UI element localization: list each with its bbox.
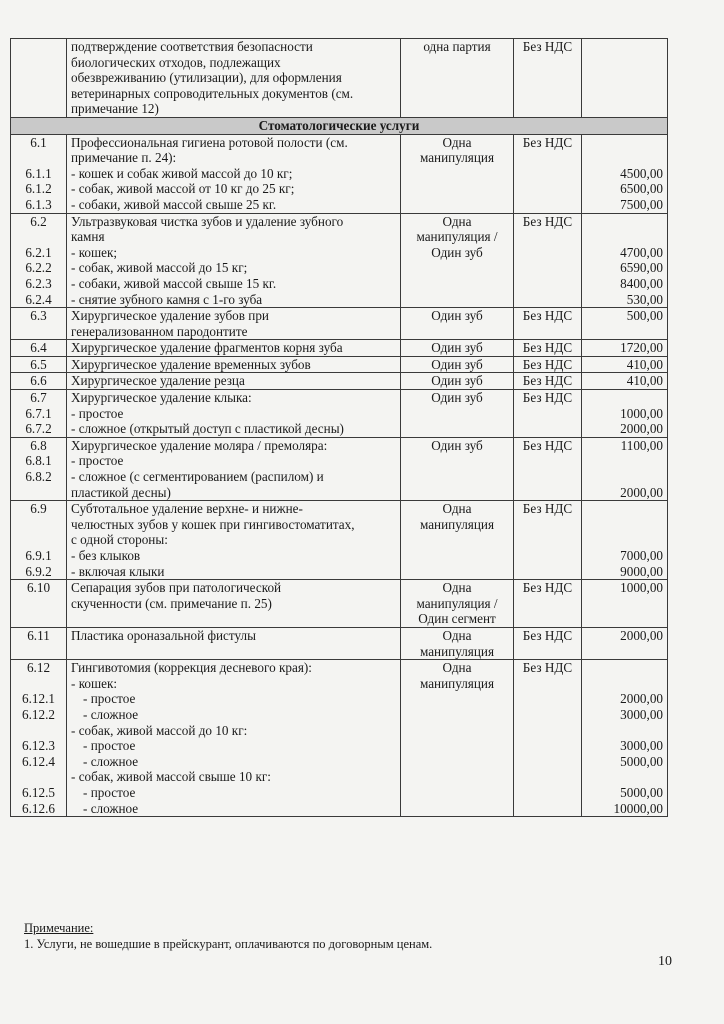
row-number — [15, 150, 62, 166]
description-line: - собаки, живой массой свыше 25 кг. — [71, 196, 277, 212]
row-vat-cell: Без НДС — [514, 580, 582, 628]
description-line: Субтотальное удаление верхне- и нижне- — [71, 501, 303, 517]
row-description-cell — [67, 390, 401, 438]
row-number — [15, 769, 62, 785]
price-value: 7000,00 — [620, 548, 663, 563]
table-row — [11, 308, 668, 340]
price-value — [586, 453, 663, 469]
row-price-cell — [582, 580, 668, 628]
row-number — [15, 723, 62, 739]
description-line: - сложное — [83, 800, 139, 816]
unit-line: Один зуб — [431, 390, 483, 406]
row-description-cell — [67, 134, 401, 213]
description-line: - снятие зубного камня с 1-го зуба — [71, 291, 263, 307]
row-number: 6.9 — [30, 501, 47, 517]
row-price-cell — [582, 373, 668, 390]
row-number-cell — [11, 134, 67, 213]
price-value: 6500,00 — [620, 181, 663, 197]
row-unit-cell — [401, 213, 514, 308]
description-line: - без клыков — [71, 548, 141, 563]
price-value: 4700,00 — [620, 244, 663, 260]
unit-line: Одна — [442, 213, 472, 229]
price-value: 2000,00 — [620, 421, 663, 437]
row-price-cell — [582, 356, 668, 373]
price-value: 8400,00 — [620, 275, 663, 291]
price-value — [586, 150, 663, 166]
unit-line: Одна — [442, 134, 472, 150]
table-row — [11, 340, 668, 357]
price-value: 2000,00 — [620, 627, 663, 643]
notes-title: Примечание: — [24, 921, 94, 935]
row-description-cell — [67, 501, 401, 580]
price-value — [586, 229, 663, 245]
description-line: ветеринарных сопроводительных документов (см. — [71, 85, 354, 101]
price-value: 2000,00 — [620, 484, 663, 500]
description-line: Пластика ороназальной фистулы — [71, 627, 256, 643]
description-line: Хирургическое удаление моляра / премоляра: — [71, 437, 328, 453]
price-value: 9000,00 — [620, 563, 663, 579]
row-number: 6.1.2 — [25, 181, 52, 197]
row-vat-cell: Без НДС — [514, 134, 582, 213]
row-number: 6.1.1 — [25, 165, 52, 181]
row-description-cell — [67, 437, 401, 500]
row-price-cell — [582, 660, 668, 817]
price-value: 5000,00 — [620, 753, 663, 769]
row-unit-cell — [401, 373, 514, 390]
row-description-cell — [67, 373, 401, 390]
description-line: - сложное — [83, 706, 139, 722]
row-vat-cell: Без НДС — [514, 437, 582, 500]
description-line: - кошек: — [71, 675, 118, 691]
description-line: - собак, живой массой свыше 10 кг: — [71, 769, 271, 785]
row-price-cell — [582, 213, 668, 308]
row-description-cell — [67, 580, 401, 628]
description-line: - сложное — [83, 753, 139, 769]
row-number: 6.2 — [30, 213, 47, 229]
price-value — [586, 532, 663, 548]
row-number-cell — [11, 340, 67, 357]
description-line: примечание п. 24): — [71, 150, 177, 166]
row-number: 6.12.1 — [22, 691, 55, 707]
description-line: Профессиональная гигиена ротовой полости (см. — [71, 134, 348, 150]
row-vat-cell: Без НДС — [514, 501, 582, 580]
row-price-cell — [582, 627, 668, 659]
row-unit-cell — [401, 627, 514, 659]
row-number: 6.1 — [30, 134, 47, 150]
row-number-cell — [11, 373, 67, 390]
row-number: 6.4 — [30, 340, 47, 356]
row-description-cell — [67, 660, 401, 817]
row-unit-cell — [401, 308, 514, 340]
table-row — [11, 580, 668, 628]
unit-line: манипуляция / — [416, 229, 498, 245]
description-line: челюстных зубов у кошек при гингивостоматитах, — [71, 516, 355, 532]
row-number: 6.2.1 — [25, 244, 52, 260]
row-unit-cell — [401, 134, 514, 213]
row-number: 6.11 — [27, 627, 50, 643]
description-line: обезвреживанию (утилизации), для оформления — [71, 70, 342, 86]
row-unit-cell — [401, 390, 514, 438]
description-line: генерализованном пародонтите — [71, 323, 248, 339]
row-number — [15, 324, 62, 340]
row-price-cell — [582, 134, 668, 213]
row-unit-cell — [401, 501, 514, 580]
price-value — [586, 469, 663, 485]
description-line: Сепарация зубов при патологической — [71, 580, 282, 596]
row-description-cell — [67, 356, 401, 373]
row-number-cell — [11, 627, 67, 659]
row-number: 6.9.2 — [25, 563, 52, 579]
row-description-cell — [67, 308, 401, 340]
row-number-cell — [11, 390, 67, 438]
row-number — [15, 485, 62, 501]
table-row — [11, 390, 668, 438]
table-row-continuation — [11, 39, 668, 118]
price-value: 3000,00 — [620, 706, 663, 722]
description-line: пластикой десны) — [71, 484, 171, 500]
row-price-cell — [582, 437, 668, 500]
unit-line: манипуляция — [419, 516, 495, 532]
description-line: - сложное (открытый доступ с пластикой десны) — [71, 421, 344, 437]
row-number-cell — [11, 39, 67, 118]
row-number: 6.8 — [30, 437, 47, 453]
description-line: скученности (см. примечание п. 25) — [71, 595, 272, 611]
description-line: камня — [71, 229, 105, 245]
price-value: 2000,00 — [620, 691, 663, 707]
row-vat-cell: Без НДС — [514, 340, 582, 357]
description-line: примечание 12) — [71, 101, 159, 117]
price-value: 7500,00 — [620, 196, 663, 212]
row-number: 6.12.6 — [22, 800, 55, 816]
row-number: 6.3 — [30, 308, 47, 324]
description-line: подтверждение соответствия безопасности — [71, 39, 313, 54]
row-number: 6.7 — [30, 390, 47, 406]
unit-line: Один зуб — [431, 340, 483, 356]
row-vat-cell: Без НДС — [514, 308, 582, 340]
price-value: 410,00 — [626, 373, 663, 389]
description-line: - собаки, живой массой свыше 15 кг. — [71, 275, 277, 291]
row-number: 6.12.2 — [22, 706, 55, 722]
row-vat-cell: Без НДС — [514, 213, 582, 308]
price-value: 10000,00 — [613, 800, 663, 816]
row-number: 6.1.3 — [25, 196, 52, 212]
row-description-cell — [67, 340, 401, 357]
row-number: 6.7.1 — [25, 405, 52, 421]
price-table — [10, 38, 668, 817]
row-number: 6.6 — [30, 373, 47, 389]
row-number: 6.12.4 — [22, 753, 55, 769]
section-header-row — [11, 117, 668, 134]
description-line: - собак, живой массой до 10 кг: — [71, 722, 248, 738]
price-value: 410,00 — [626, 356, 663, 372]
price-value: 1000,00 — [620, 580, 663, 596]
row-number: 6.7.2 — [25, 421, 52, 437]
row-number: 6.10 — [26, 580, 51, 596]
table-row — [11, 660, 668, 817]
row-number-cell — [11, 308, 67, 340]
description-line: Хирургическое удаление клыка: — [71, 390, 252, 406]
description-line: Хирургическое удаление фрагментов корня зуба — [71, 340, 343, 356]
description-line: - простое — [83, 784, 136, 800]
row-unit-cell — [401, 39, 514, 118]
row-unit-cell — [401, 660, 514, 817]
note-item: 1. Услуги, не вошедшие в прейскурант, оплачиваются по договорным ценам. — [24, 937, 433, 951]
price-value: 1720,00 — [620, 340, 663, 356]
row-number-cell — [11, 501, 67, 580]
unit-line: манипуляция / — [416, 595, 498, 611]
row-number: 6.8.1 — [25, 453, 52, 469]
unit-line: Одна — [442, 580, 472, 596]
table-row — [11, 501, 668, 580]
row-unit-cell — [401, 356, 514, 373]
row-number: 6.8.2 — [25, 469, 52, 485]
row-number — [15, 517, 62, 533]
row-vat-cell: Без НДС — [514, 627, 582, 659]
price-value: 3000,00 — [620, 738, 663, 754]
row-vat-cell: Без НДС — [514, 373, 582, 390]
price-value — [586, 135, 663, 151]
row-number-cell — [11, 356, 67, 373]
row-number: 6.12 — [26, 660, 51, 676]
table-row — [11, 213, 668, 308]
row-price-cell — [582, 308, 668, 340]
description-line: - простое — [71, 453, 124, 469]
price-value — [586, 501, 663, 517]
row-unit-cell — [401, 340, 514, 357]
table-row — [11, 627, 668, 659]
unit-line: Одна — [442, 627, 472, 643]
unit-line: Один зуб — [431, 437, 483, 453]
description-line: с одной стороны: — [71, 532, 168, 548]
table-row — [11, 356, 668, 373]
row-number: 6.12.5 — [22, 784, 55, 800]
row-number: 6.2.3 — [25, 275, 52, 291]
price-value — [586, 723, 663, 739]
row-vat-cell: Без НДС — [514, 39, 582, 118]
row-vat-cell: Без НДС — [514, 356, 582, 373]
section-title: Стоматологические услуги — [11, 117, 668, 134]
row-number — [15, 229, 62, 245]
description-line: - собак, живой массой до 15 кг; — [71, 260, 248, 276]
price-value — [586, 769, 663, 785]
row-number: 6.2.2 — [25, 260, 52, 276]
price-value — [586, 676, 663, 692]
price-value — [586, 517, 663, 533]
price-value: 6590,00 — [620, 260, 663, 276]
unit-line: манипуляция — [419, 643, 495, 659]
price-value: 5000,00 — [620, 784, 663, 800]
unit-line: Один зуб — [431, 356, 483, 372]
row-vat-cell: Без НДС — [514, 660, 582, 817]
description-line: - включая клыки — [71, 563, 165, 579]
row-number — [15, 532, 62, 548]
table-row — [11, 373, 668, 390]
unit-line: Один зуб — [431, 244, 483, 260]
notes-block — [24, 920, 432, 952]
table-row — [11, 437, 668, 500]
price-value: 4500,00 — [620, 165, 663, 181]
unit-line: манипуляция — [419, 150, 495, 166]
price-value — [586, 214, 663, 230]
row-vat-cell: Без НДС — [514, 390, 582, 438]
row-number-cell — [11, 213, 67, 308]
unit-line: манипуляция — [419, 675, 495, 691]
row-description-cell — [67, 39, 401, 118]
row-number — [15, 596, 62, 612]
price-value: 530,00 — [626, 291, 663, 307]
page-number: 10 — [658, 954, 672, 969]
row-price-cell — [582, 501, 668, 580]
description-line: - простое — [83, 738, 136, 754]
row-number-cell — [11, 660, 67, 817]
description-line: Хирургическое удаление зубов при — [71, 308, 269, 324]
description-line: - простое — [83, 691, 136, 707]
row-price-cell — [582, 390, 668, 438]
row-number-cell — [11, 437, 67, 500]
row-number: 6.12.3 — [22, 738, 55, 754]
unit-line: Один сегмент — [418, 611, 496, 627]
table-row — [11, 134, 668, 213]
description-line: Хирургическое удаление временных зубов — [71, 356, 311, 372]
row-number: 6.2.4 — [25, 291, 52, 307]
row-number: 6.9.1 — [25, 548, 52, 563]
row-unit-cell — [401, 437, 514, 500]
unit-line: одна партия — [423, 39, 491, 54]
price-value: 1000,00 — [620, 405, 663, 421]
unit-line: Один зуб — [431, 308, 483, 324]
price-value — [586, 390, 663, 406]
unit-line: Один зуб — [431, 373, 483, 389]
description-line: Ультразвуковая чистка зубов и удаление зубного — [71, 213, 344, 229]
price-value: 500,00 — [626, 308, 663, 324]
description-line: - собак, живой массой от 10 кг до 25 кг; — [71, 181, 295, 197]
unit-line: Одна — [442, 660, 472, 676]
row-description-cell — [67, 627, 401, 659]
description-line: Хирургическое удаление резца — [71, 373, 245, 389]
row-price-cell — [582, 340, 668, 357]
description-line: - кошек и собак живой массой до 10 кг; — [71, 165, 293, 181]
row-unit-cell — [401, 580, 514, 628]
description-line: биологических отходов, подлежащих — [71, 54, 281, 70]
description-line: - кошек; — [71, 244, 118, 260]
row-price-cell — [582, 39, 668, 118]
description-line: - сложное (с сегментированием (распилом) и — [71, 469, 324, 485]
row-number: 6.5 — [30, 356, 47, 372]
row-description-cell — [67, 213, 401, 308]
row-number — [15, 676, 62, 692]
price-value: 1100,00 — [620, 437, 663, 453]
unit-line: Одна — [442, 501, 472, 517]
description-line: - простое — [71, 405, 124, 421]
row-number-cell — [11, 580, 67, 628]
price-value — [586, 660, 663, 676]
description-line: Гингивотомия (коррекция десневого края): — [71, 660, 312, 676]
